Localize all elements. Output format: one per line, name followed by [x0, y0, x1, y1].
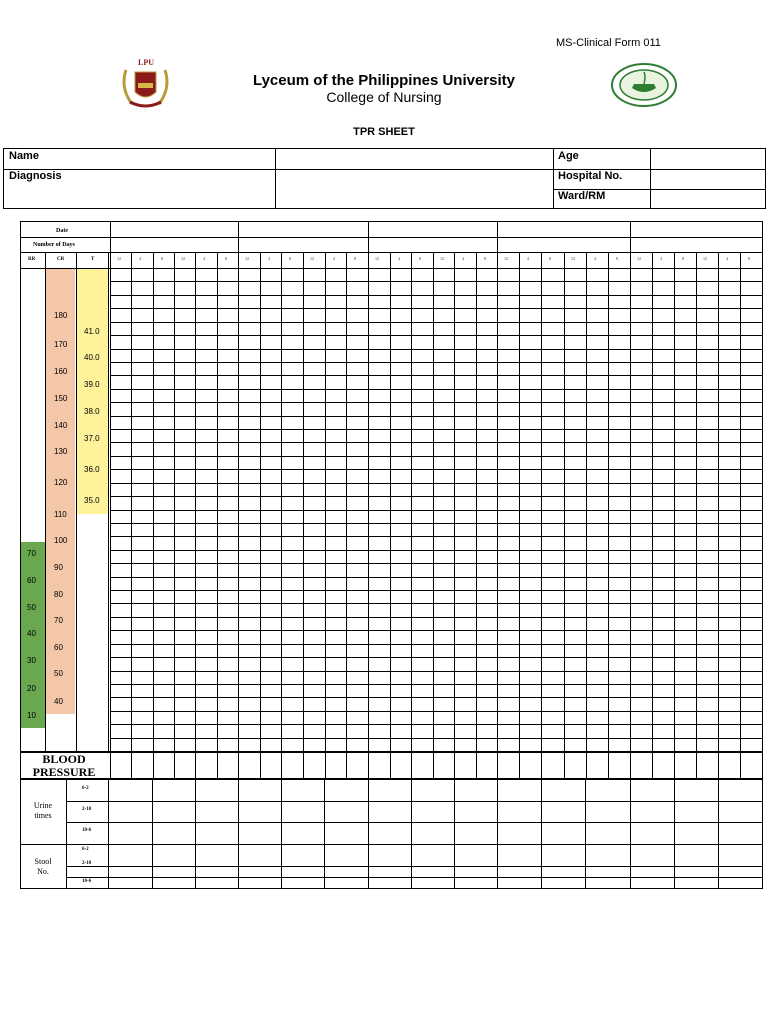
slot-row-line — [66, 822, 762, 823]
shift-label: 8 — [748, 256, 750, 261]
slot-col-line — [433, 252, 434, 779]
slot-day-line — [281, 779, 282, 888]
slot-col-line — [652, 252, 653, 779]
vitals-row-line — [110, 335, 762, 336]
vitals-row-line — [110, 402, 762, 403]
vitals-row-line — [110, 603, 762, 604]
age-label: Age — [558, 150, 579, 162]
cr-scale-label: 150 — [54, 394, 68, 403]
slot-col-line — [497, 252, 498, 779]
vitals-row-line — [110, 416, 762, 417]
slot-col-line — [346, 252, 347, 779]
hospital-no-field[interactable] — [652, 171, 764, 188]
cr-scale-label: 140 — [54, 421, 68, 430]
age-field[interactable] — [652, 150, 764, 168]
grid-border-top — [20, 221, 762, 222]
vitals-row-line — [110, 711, 762, 712]
slot-col-line — [586, 252, 587, 779]
slot-col-line — [195, 252, 196, 779]
slot-row-line — [66, 801, 762, 802]
cr-scale-label: 170 — [54, 340, 68, 349]
slot-col-line — [696, 252, 697, 779]
cr-col-divider — [76, 252, 77, 751]
slot-col-line — [674, 252, 675, 779]
slot-day-line — [368, 779, 369, 888]
slot-col-line — [630, 252, 631, 779]
rr-scale-label: 60 — [27, 576, 36, 585]
rr-scale-label: 10 — [27, 711, 36, 720]
shift-label: 4 — [203, 256, 205, 261]
shift-label: 4 — [139, 256, 141, 261]
diagnosis-label: Diagnosis — [9, 170, 62, 182]
shift-label: 4 — [462, 256, 464, 261]
slot-col-line — [131, 252, 132, 779]
vitals-row-line — [110, 389, 762, 390]
hospital-no-label: Hospital No. — [558, 170, 623, 182]
shift-label: 12 — [117, 256, 121, 261]
slot-day-line — [718, 779, 719, 888]
vitals-row-line — [110, 577, 762, 578]
sheet-title: TPR SHEET — [353, 126, 415, 138]
slot-col-line — [390, 252, 391, 779]
bp-label-line1: BLOOD — [42, 752, 86, 766]
vitals-row-line — [110, 536, 762, 537]
shift-label: 8 — [616, 256, 618, 261]
stool-time-slot: 2-10 — [82, 861, 92, 866]
vitals-row-line — [110, 590, 762, 591]
rr-scale-label: 40 — [27, 629, 36, 638]
cr-scale-label: 70 — [54, 616, 63, 625]
shift-label: 8 — [682, 256, 684, 261]
cr-scale-label: 110 — [54, 510, 67, 519]
cr-scale-label: 90 — [54, 563, 63, 572]
slot-day-line — [152, 779, 153, 888]
slot-day-line — [585, 779, 586, 888]
slot-col-line — [217, 252, 218, 779]
bp-label-line2: PRESSURE — [32, 765, 96, 779]
shift-label: 4 — [594, 256, 596, 261]
t-scale-label: 38.0 — [84, 407, 100, 416]
diagnosis-field[interactable] — [277, 171, 552, 207]
date-label: Date — [56, 228, 68, 234]
vitals-row-line — [110, 644, 762, 645]
vitals-row-line — [110, 442, 762, 443]
shift-label: 12 — [504, 256, 508, 261]
slot-day-line — [541, 779, 542, 888]
slot-col-line — [564, 252, 565, 779]
shift-label: 12 — [310, 256, 314, 261]
slot-col-line — [110, 252, 111, 779]
rr-scale-label: 50 — [27, 603, 36, 612]
shift-label: 12 — [440, 256, 444, 261]
vitals-row-line — [110, 429, 762, 430]
grid-border-bottom — [20, 888, 763, 889]
t-scale-label: 36.0 — [84, 465, 100, 474]
vitals-row-line — [110, 550, 762, 551]
vitals-row-line — [110, 362, 762, 363]
shift-label: 4 — [660, 256, 662, 261]
vitals-row-line — [110, 657, 762, 658]
rr-scale-label: 30 — [27, 656, 36, 665]
urine-label-line2: times — [34, 811, 52, 820]
shift-label: 12 — [375, 256, 379, 261]
shift-label: 12 — [637, 256, 641, 261]
cr-column-label: CR — [57, 257, 65, 262]
slot-day-line — [497, 779, 498, 888]
shift-label: 12 — [181, 256, 185, 261]
shift-label: 8 — [419, 256, 421, 261]
vitals-row-line — [110, 281, 762, 282]
slot-row-line — [66, 866, 762, 867]
shift-label: 8 — [549, 256, 551, 261]
urine-stool-separator — [20, 844, 762, 845]
cr-scale-label: 40 — [54, 697, 63, 706]
urine-time-slot: 6-2 — [82, 786, 89, 791]
t-col-divider — [108, 252, 109, 751]
slot-label-divider — [66, 779, 67, 888]
stool-time-slot: 6-2 — [82, 847, 89, 852]
form-number: MS-Clinical Form 011 — [556, 37, 661, 49]
slot-row-line — [66, 877, 762, 878]
slot-col-line — [411, 252, 412, 779]
cr-scale-label: 60 — [54, 643, 63, 652]
cr-scale-label: 50 — [54, 669, 63, 678]
slot-col-line — [454, 252, 455, 779]
cr-scale-label: 160 — [54, 367, 68, 376]
t-scale-label: 40.0 — [84, 353, 100, 362]
university-name: Lyceum of the Philippines University — [252, 72, 515, 89]
vitals-row-line — [110, 563, 762, 564]
urine-time-slot: 10-6 — [82, 828, 92, 833]
rr-scale-label: 20 — [27, 684, 36, 693]
cr-scale-label: 80 — [54, 590, 63, 599]
rr-column-label: RR — [28, 257, 36, 262]
slot-col-line — [238, 252, 239, 779]
shift-label: 12 — [571, 256, 575, 261]
vitals-row-line — [110, 496, 762, 497]
slot-col-line — [153, 252, 154, 779]
shift-label: 8 — [289, 256, 291, 261]
shift-label: 4 — [398, 256, 400, 261]
vitals-row-line — [110, 322, 762, 323]
slot-col-line — [174, 252, 175, 779]
slot-col-line — [476, 252, 477, 779]
vitals-row-line — [110, 724, 762, 725]
t-column-label: T — [91, 257, 95, 262]
slot-col-line — [740, 252, 741, 779]
shift-label: 12 — [703, 256, 707, 261]
vitals-row-line — [110, 456, 762, 457]
vitals-row-line — [110, 375, 762, 376]
name-field[interactable] — [277, 150, 552, 168]
slot-col-line — [608, 252, 609, 779]
t-scale-label: 39.0 — [84, 380, 100, 389]
shift-label: 4 — [726, 256, 728, 261]
shift-label: 4 — [268, 256, 270, 261]
vitals-row-line — [110, 349, 762, 350]
cr-scale-label: 120 — [54, 478, 68, 487]
urine-time-slot: 2-10 — [82, 807, 92, 812]
slot-day-line — [674, 779, 675, 888]
vitals-row-line — [110, 617, 762, 618]
ward-label: Ward/RM — [558, 190, 606, 202]
slot-day-line — [324, 779, 325, 888]
shift-label: 8 — [484, 256, 486, 261]
cr-scale-label: 180 — [54, 311, 68, 320]
slot-col-line — [281, 252, 282, 779]
stool-time-slot: 10-6 — [82, 879, 92, 884]
shift-label: 12 — [245, 256, 249, 261]
college-of-nursing-seal — [610, 62, 678, 108]
t-scale-band — [77, 268, 108, 514]
vitals-row-line — [110, 523, 762, 524]
vitals-row-line — [110, 510, 762, 511]
rr-scale-label: 70 — [27, 549, 36, 558]
slot-col-line — [260, 252, 261, 779]
slot-col-line — [303, 252, 304, 779]
vitals-row-line — [110, 308, 762, 309]
vitals-row-line — [110, 738, 762, 739]
cr-scale-label: 100 — [54, 536, 68, 545]
vitals-row-line — [110, 630, 762, 631]
urine-label-line1: Urine — [33, 801, 53, 810]
shift-label: 8 — [225, 256, 227, 261]
college-name: College of Nursing — [326, 89, 442, 105]
slot-day-line — [411, 779, 412, 888]
slot-label-divider — [108, 779, 109, 888]
stool-label-line1: Stool — [34, 857, 52, 866]
shift-label: 4 — [333, 256, 335, 261]
shift-label: 8 — [354, 256, 356, 261]
name-label: Name — [9, 150, 39, 162]
cr-scale-label: 130 — [54, 447, 68, 456]
vitals-row-line — [110, 697, 762, 698]
t-scale-label: 41.0 — [84, 327, 100, 336]
slot-day-line — [195, 779, 196, 888]
stool-label-line2: No. — [37, 867, 49, 876]
slot-day-line — [238, 779, 239, 888]
slot-day-line — [630, 779, 631, 888]
t-scale-label: 37.0 — [84, 434, 100, 443]
ward-field[interactable] — [652, 191, 764, 207]
vitals-row-line — [110, 671, 762, 672]
vitals-row-line — [110, 469, 762, 470]
header-row-line — [20, 237, 762, 238]
vitals-row-line — [110, 684, 762, 685]
vitals-row-line — [110, 295, 762, 296]
slot-col-line — [762, 252, 763, 779]
slot-col-line — [718, 252, 719, 779]
slot-col-line — [325, 252, 326, 779]
slot-day-line — [454, 779, 455, 888]
slot-col-line — [368, 252, 369, 779]
grid-border-left — [20, 221, 21, 888]
vitals-row-line — [110, 483, 762, 484]
rr-col-divider — [45, 252, 46, 751]
number-of-days-label: Number of Days — [33, 242, 75, 248]
lpu-logo-text: LPU — [138, 58, 154, 67]
slot-col-line — [541, 252, 542, 779]
shift-label: 4 — [527, 256, 529, 261]
shift-label: 8 — [161, 256, 163, 261]
slot-col-line — [519, 252, 520, 779]
t-scale-label: 35.0 — [84, 496, 100, 505]
